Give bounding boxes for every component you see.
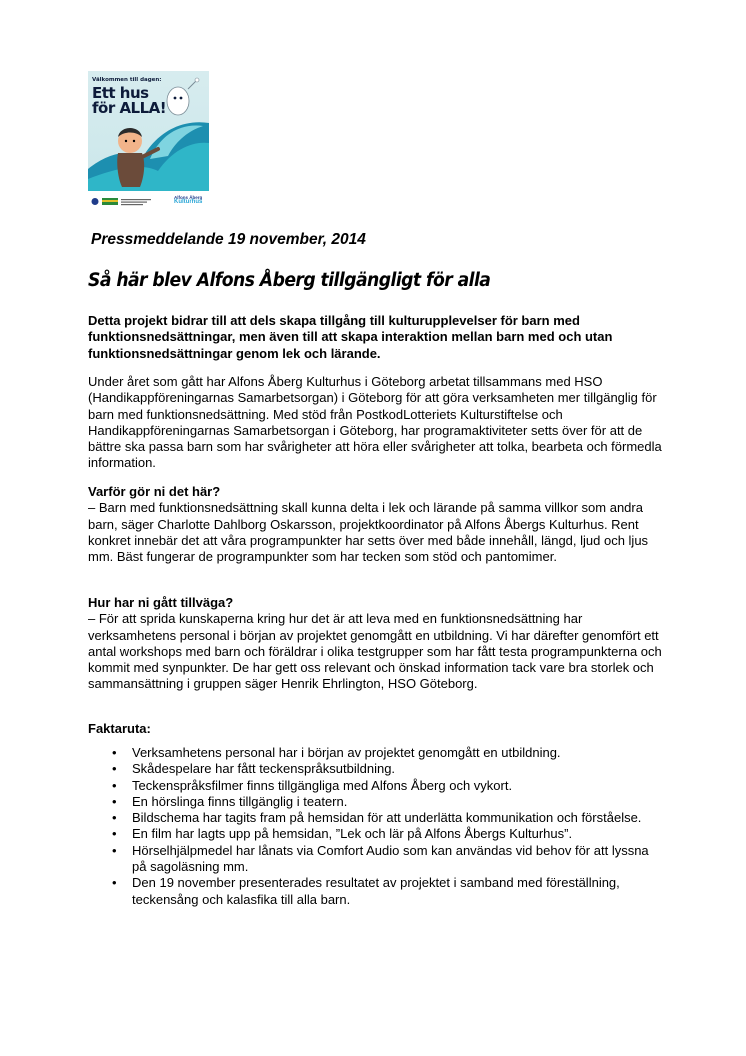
lead-paragraph: Detta projekt bidrar till att dels skapa tillgång till kulturupplevelser för barn med funktionsnedsättningar, men även till att skapa interaktion mellan barn med och utan funktionsnedsättningar genom lek och lärande. [88,313,613,361]
poster-brand-line2: Kulturhus [174,199,203,205]
list-item: • Hörselhjälpmedel har lånats via Comfort Audio som kan användas vid behov för att lyssna på sagoläsning mm. [108,843,663,876]
list-item: • Verksamhetens personal har i början av projektet genomgått en utbildning. [108,745,663,761]
list-item: • Bildschema har tagits fram på hemsidan för att underlätta kommunikation och förståelse. [108,810,663,826]
list-item: • Teckenspråksfilmer finns tillgängliga med Alfons Åberg och vykort. [108,778,663,794]
question-how-heading: Hur har ni gått tillväga? [88,595,234,610]
poster-brand [174,195,208,205]
question-why-section [88,484,663,565]
question-how-answer: – För att sprida kunskaperna kring hur det är att leva med en funktionsnedsättning har verksamhetens personal i början av projektet genomgått en utbildning. Vi har därefter genomfört ett antal workshops med barn och föräldrar i olika testgrupper som har fått testa programpunkterna och kommit med synpunkter. De har gett oss relevant och önskad information tack vare bra storlek och sammansättning i gruppen säger Henrik Ehrlington, HSO Göteborg. [88,611,662,692]
intro-paragraph: Under året som gått har Alfons Åberg Kulturhus i Göteborg arbetat tillsammans med HSO (Handikappföreningarnas Samarbetsorgan) i Göteborg för att göra verksamheten mer tillgänglig för barn med funktionsnedsättning. Med stöd från PostkodLotteriets Kulturstiftelse och Handikappföreningarnas Samarbetsorgan i Göteborg, har programaktiviteter setts över för att de bättre ska passa barn som har svårigheter att höra eller svårigheter att tolka, bearbeta och förmedla information. [88,374,662,471]
poster-footer [88,192,209,212]
poster-artwork [88,71,209,191]
headline: Så här blev Alfons Åberg tillgängligt för alla [88,270,491,291]
press-release-dateline: Pressmeddelande 19 november, 2014 [91,231,366,248]
list-item: • Skådespelare har fått teckenspråksutbildning. [108,761,663,777]
sponsor-logos-icon [91,197,156,206]
event-poster [88,71,209,212]
facts-heading: Faktaruta: [88,721,151,736]
poster-title-line1: Ett hus [92,83,149,102]
poster-brand-line1: Alfons Åberg [174,195,203,200]
question-how-section [88,595,663,693]
poster-welcome-text: Välkommen till dagen: [92,77,162,83]
list-item: • Den 19 november presenterades resultatet av projektet i samband med föreställning, teckensång och kalasfika till alla barn. [108,875,663,908]
question-why-answer: – Barn med funktionsnedsättning skall kunna delta i lek och lärande på samma villkor som andra barn, säger Charlotte Dahlborg Oskarsson, projektkoordinator på Alfons Åbergs Kulturhus. Rent konkret innebär det att våra programpunkter har setts över med både innehåll, längd, ljud och ljus mm. Bäst fungerar de programpunkter som har tecken som stöd och pantomimer. [88,500,649,565]
poster-title-line2: för ALLA! [92,98,167,117]
list-item: • En film har lagts upp på hemsidan, ”Lek och lär på Alfons Åbergs Kulturhus”. [108,826,663,842]
question-why-heading: Varför gör ni det här? [88,484,221,499]
poster-title [92,78,184,116]
list-item: • En hörslinga finns tillgänglig i teatern. [108,794,663,810]
facts-list [108,745,663,908]
